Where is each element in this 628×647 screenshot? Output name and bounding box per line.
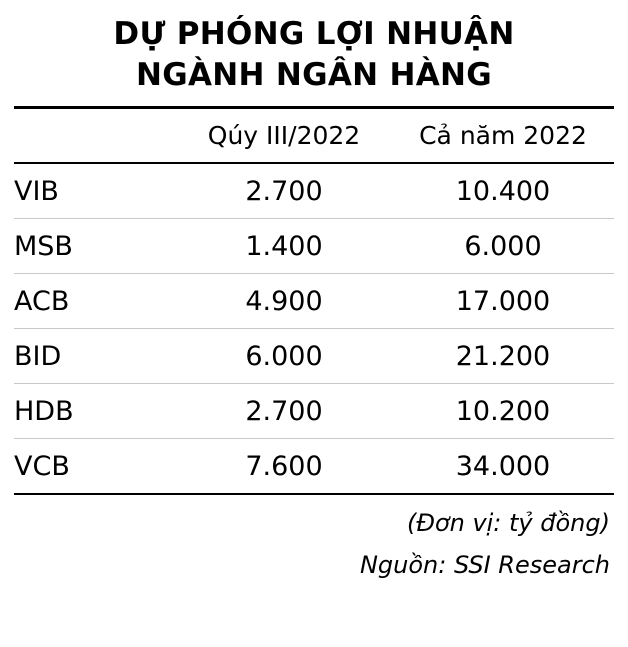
cell-bank-name: VIB [14, 175, 59, 207]
cell-q3-value: 7.600 [176, 438, 392, 493]
table-row [14, 273, 614, 328]
title-line-1: DỰ PHÓNG LỢI NHUẬN [113, 16, 515, 52]
cell-bank-name: ACB [14, 273, 176, 328]
table-row [14, 164, 614, 219]
footer-notes [14, 495, 614, 583]
column-header-year: Cả năm 2022 [419, 120, 587, 150]
cell-q3-value: 4.900 [176, 273, 392, 328]
cell-year-value: 34.000 [392, 438, 614, 493]
cell-year-value: 17.000 [392, 273, 614, 328]
unit-note: (Đơn vị: tỷ đồng) [406, 508, 610, 537]
cell-q3-value: 2.700 [176, 383, 392, 438]
table-header-row [14, 109, 614, 162]
cell-bank-name: MSB [14, 218, 176, 273]
column-header-bank [14, 109, 176, 162]
title-line-2: NGÀNH NGÂN HÀNG [135, 56, 492, 93]
source-note: Nguồn: SSI Research [359, 550, 610, 579]
page-title [14, 0, 614, 106]
cell-q3-value: 2.700 [245, 175, 323, 207]
cell-year-value: 21.200 [392, 328, 614, 383]
cell-year-value: 10.400 [455, 175, 551, 207]
cell-q3-value: 6.000 [176, 328, 392, 383]
column-header-q3: Qúy III/2022 [207, 120, 361, 150]
table-row [14, 218, 614, 273]
cell-bank-name: BID [14, 328, 176, 383]
cell-bank-name: HDB [14, 383, 176, 438]
table-row [14, 328, 614, 383]
cell-q3-value: 1.400 [176, 218, 392, 273]
table-header [14, 109, 614, 162]
cell-year-value: 6.000 [392, 218, 614, 273]
cell-year-value: 10.200 [392, 383, 614, 438]
profit-forecast-body [14, 164, 614, 493]
cell-bank-name: VCB [14, 438, 176, 493]
profit-forecast-table [14, 109, 614, 162]
table-row [14, 383, 614, 438]
table-row [14, 438, 614, 493]
table-body [14, 164, 614, 493]
